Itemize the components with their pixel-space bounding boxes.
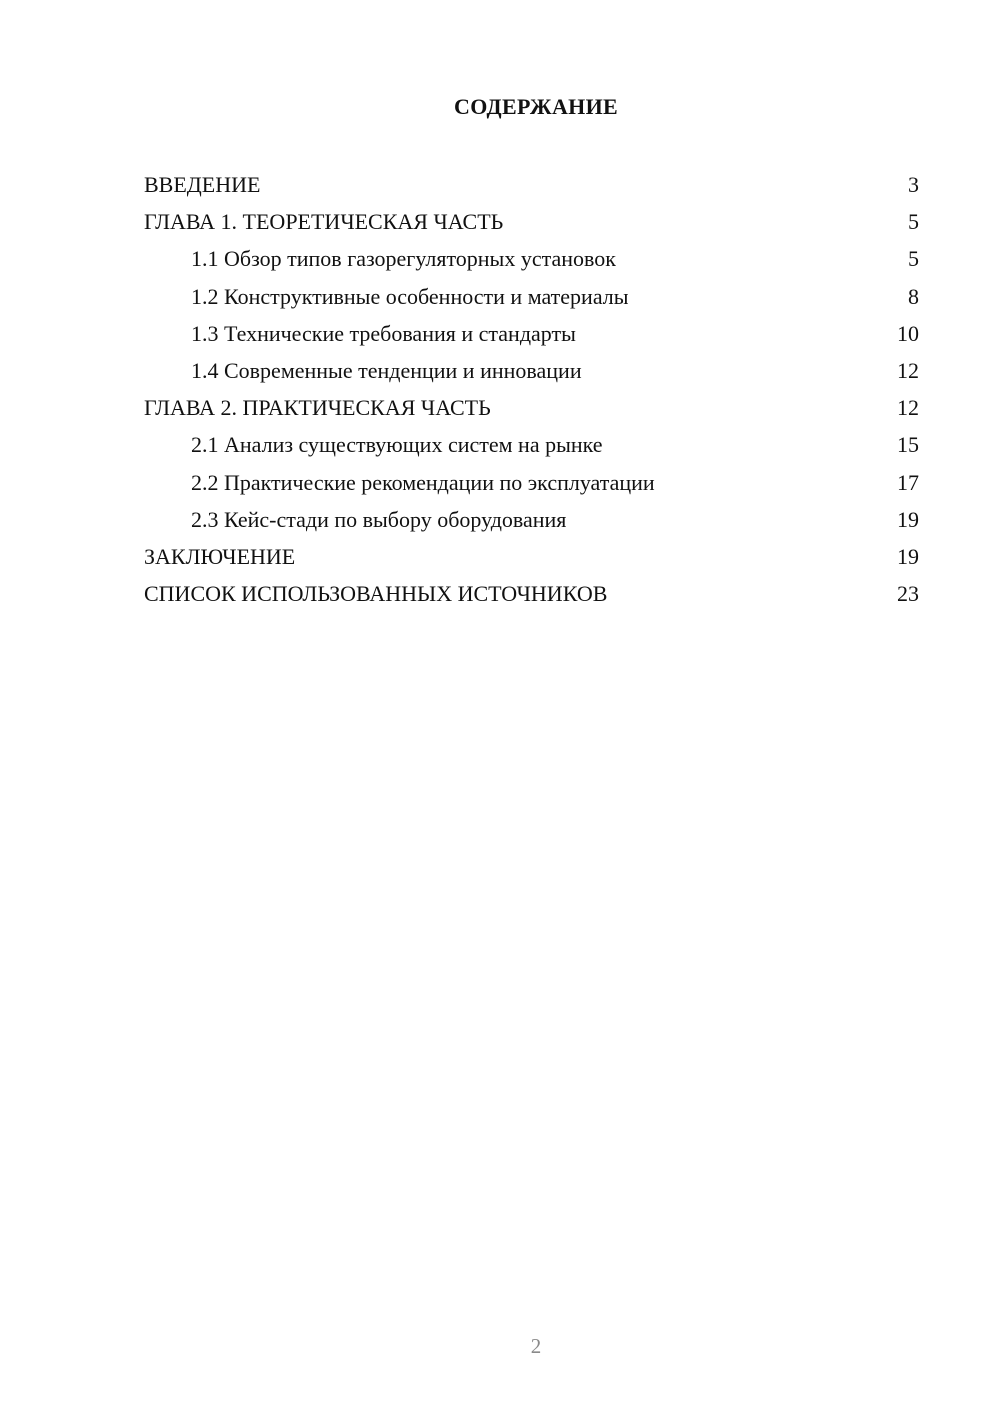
toc-entry-section-1-4	[144, 352, 919, 389]
toc-entry-conclusion	[144, 538, 919, 575]
toc-entry-label: 2.2 Практические рекомендации по эксплуатации	[191, 469, 655, 495]
toc-entry-page: 15	[897, 432, 919, 458]
toc-entry-page: 5	[908, 246, 919, 272]
toc-entry-page: 12	[897, 357, 919, 383]
toc-entry-label: ГЛАВА 2. ПРАКТИЧЕСКАЯ ЧАСТЬ	[144, 395, 491, 421]
toc-entry-label: ГЛАВА 1. ТЕОРЕТИЧЕСКАЯ ЧАСТЬ	[144, 209, 504, 235]
toc-entry-page: 12	[897, 395, 919, 421]
toc-entry-page: 23	[897, 581, 919, 607]
toc-entry-label: СПИСОК ИСПОЛЬЗОВАННЫХ ИСТОЧНИКОВ	[144, 581, 608, 607]
toc-entry-section-1-2	[144, 278, 919, 315]
toc-entry-section-2-2	[144, 464, 919, 501]
toc-entry-section-1-3	[144, 315, 919, 352]
toc-entry-label: 2.1 Анализ существующих систем на рынке	[191, 432, 603, 458]
toc-entry-page: 19	[897, 543, 919, 569]
toc-entry-chapter-1	[144, 203, 919, 240]
toc-entry-section-2-1	[144, 426, 919, 463]
toc-entry-page: 17	[897, 469, 919, 495]
toc-entry-label: 1.4 Современные тенденции и инновации	[191, 357, 582, 383]
toc-entry-page: 8	[908, 283, 919, 309]
toc-entry-page: 5	[908, 209, 919, 235]
toc-entry-introduction	[144, 166, 919, 203]
page-title: СОДЕРЖАНИЕ	[454, 94, 618, 119]
toc-entry-section-1-1	[144, 240, 919, 277]
toc-entry-label: ВВЕДЕНИЕ	[144, 172, 261, 197]
toc-entry-page: 19	[897, 506, 919, 532]
toc-entry-label: 1.2 Конструктивные особенности и материалы	[191, 283, 629, 309]
toc-entry-label: ЗАКЛЮЧЕНИЕ	[144, 543, 296, 569]
table-of-contents	[144, 166, 919, 612]
page-number: 2	[530, 1334, 542, 1358]
toc-entry-label: 1.1 Обзор типов газорегуляторных установок	[191, 246, 616, 272]
toc-entry-page: 10	[897, 320, 919, 346]
toc-entry-section-2-3	[144, 501, 919, 538]
toc-entry-label: 2.3 Кейс-стади по выбору оборудования	[191, 506, 567, 532]
toc-entry-references	[144, 575, 919, 612]
toc-entry-page: 3	[908, 172, 919, 197]
toc-entry-chapter-2	[144, 389, 919, 426]
toc-entry-label: 1.3 Технические требования и стандарты	[191, 320, 576, 346]
